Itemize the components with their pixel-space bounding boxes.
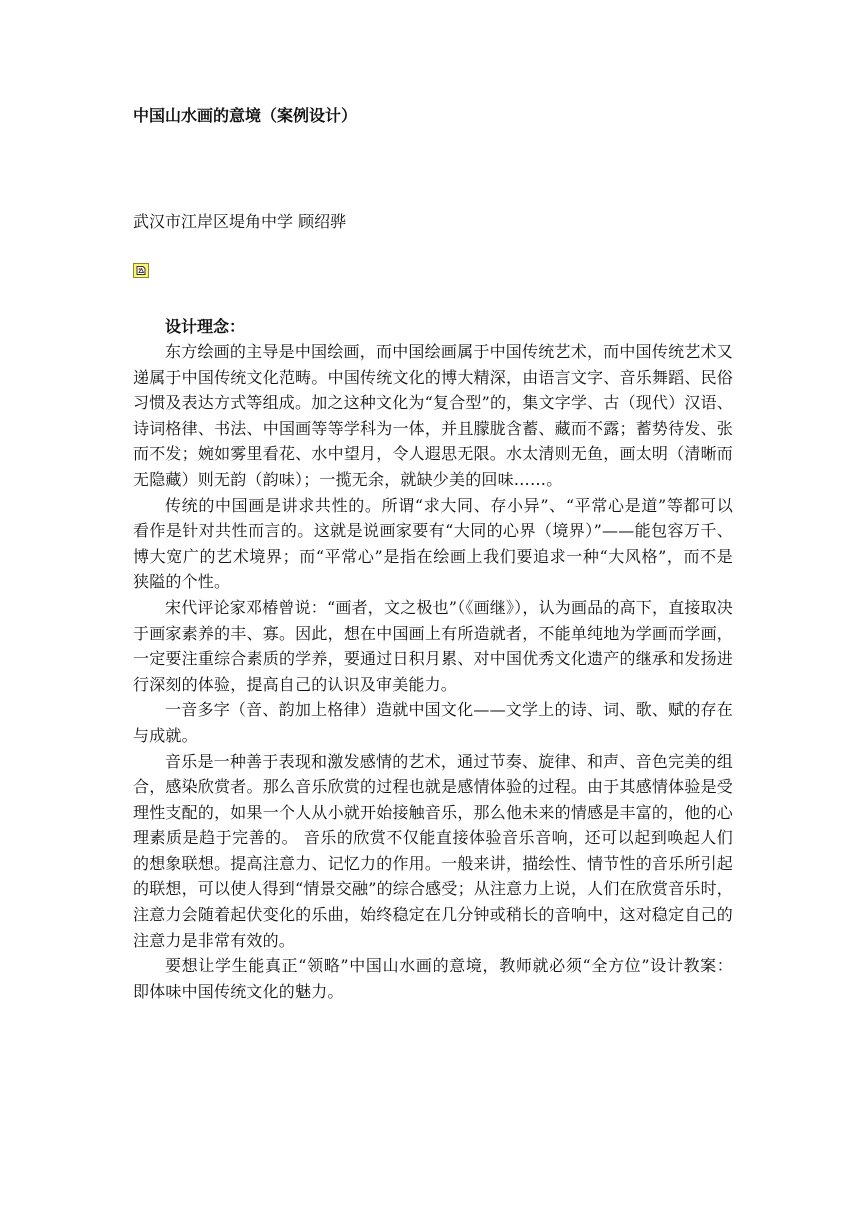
- paragraph: 音乐是一种善于表现和激发感情的艺术，通过节奏、旋律、和声、音色完美的组合，感染欣赏者。那么音乐欣赏的过程也就是感情体验的过程。由于其感情体验是受理性支配的，如果一个人从小就开始接触音乐，那么他未来的情感是丰富的，他的心理素质是趋于完善的。 音乐的欣赏不仅能直接体验音乐音响，还可以起到唤起人们的想象联想。提高注意力、记忆力的作用。一般来讲，描绘性、情节性的音乐所引起的联想，可以使人得到“情景交融”的综合感受；从注意力上说，人们在欣赏音乐时，注意力会随着起伏变化的乐曲，始终稳定在几分钟或稍长的音响中，这对稳定自己的注意力是非常有效的。: [133, 751, 733, 950]
- paragraph: 宋代评论家邓椿曾说：“画者，文之极也”（《画继》），认为画品的高下，直接取决于画家素养的丰、寡。因此，想在中国画上有所造就者，不能单纯地为学画而学画，一定要注重综合素质的学养，要通过日积月累、对中国优秀文化遗产的继承和发扬进行深刻的体验，提高自己的认识及审美能力。: [133, 597, 733, 694]
- section-heading: 设计理念：: [165, 317, 246, 336]
- paragraph: 要想让学生能真正“领略”中国山水画的意境，教师就必须“全方位”设计教案：即体味中国传统文化的魅力。: [133, 956, 733, 1001]
- embedded-object-icon[interactable]: [133, 263, 149, 278]
- paragraph: 东方绘画的主导是中国绘画，而中国绘画属于中国传统艺术，而中国传统艺术又递属于中国传统文化范畴。中国传统文化的博大精深，由语言文字、音乐舞蹈、民俗习惯及表达方式等组成。加之这种文化为“复合型”的，集文字学、古（现代）汉语、诗词格律、书法、中国画等等学科为一体，并且朦胧含蓄、藏而不露；蓄势待发、张而不发；婉如雾里看花、水中望月，令人遐思无限。水太清则无鱼，画太明（清晰而无隐藏）则无韵（韵味）；一揽无余，就缺少美的回味……。: [133, 342, 733, 489]
- paragraph: 一音多字（音、韵加上格律）造就中国文化——文学上的诗、词、歌、赋的存在与成就。: [133, 700, 733, 745]
- paragraph: 传统的中国画是讲求共性的。所谓“求大同、存小异”、“平常心是道”等都可以看作是针对共性而言的。这就是说画家要有“大同的心界（境界）”——能包容万千、博大宽广的艺术境界；而“平常心”是指在绘画上我们要追求一种“大风格”，而不是狭隘的个性。: [133, 495, 733, 592]
- document-author: 武汉市江岸区堤角中学 顾绍骅: [133, 212, 347, 231]
- document-body: [133, 314, 733, 1004]
- document-title: 中国山水画的意境（案例设计）: [133, 106, 358, 125]
